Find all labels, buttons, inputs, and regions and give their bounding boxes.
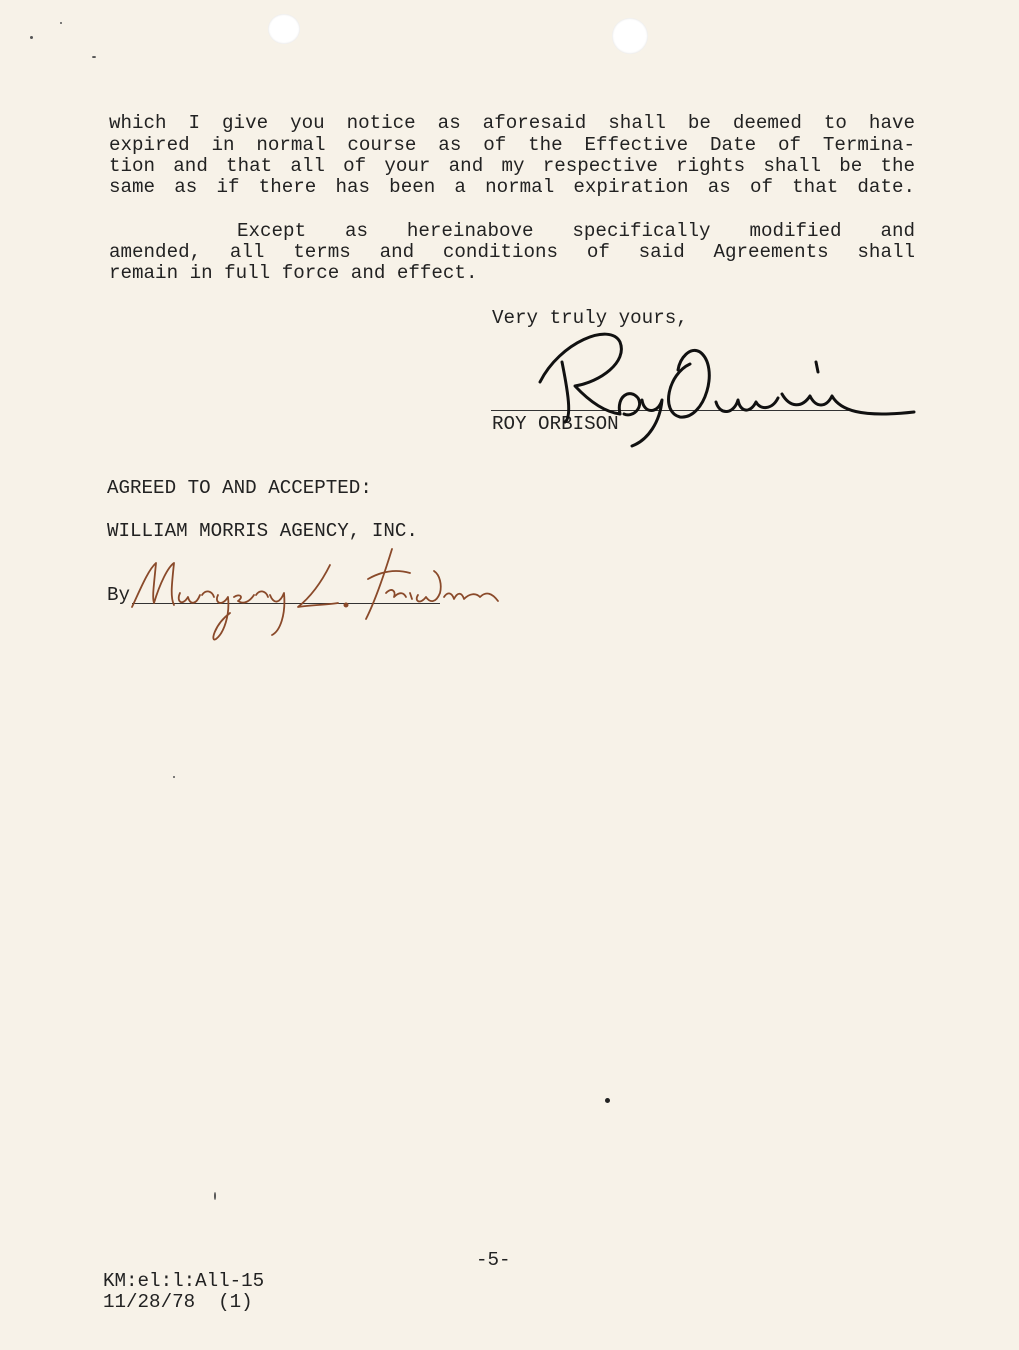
body-paragraph-1-line-1: which I give you notice as aforesaid shall be deemed to have [109, 112, 915, 134]
acceptance-heading: AGREED TO AND ACCEPTED: [107, 477, 372, 499]
page-number: -5- [476, 1249, 511, 1271]
punch-hole-right [612, 18, 648, 54]
paper-speck [214, 1192, 216, 1200]
paper-speck [60, 22, 62, 24]
date-code: 11/28/78 (1) [103, 1291, 253, 1313]
body-paragraph-2-line-3: remain in full force and effect. [109, 262, 478, 284]
body-paragraph-2-line-2: amended, all terms and conditions of said Agreements shall [109, 241, 915, 263]
punch-hole-left [268, 14, 300, 44]
body-paragraph-1-line-3: tion and that all of your and my respective rights shall be the [109, 155, 915, 177]
company-name: WILLIAM MORRIS AGENCY, INC. [107, 520, 418, 542]
paper-speck [173, 776, 175, 778]
paper-speck [605, 1098, 610, 1103]
body-paragraph-1-line-4: same as if there has been a normal expiration as of that date. [109, 176, 915, 198]
signer-name: ROY ORBISON [492, 413, 619, 435]
paper-speck [92, 56, 96, 58]
reference-code: KM:el:l:All-15 [103, 1270, 265, 1292]
signature-roy-orbison [520, 322, 920, 452]
valediction: Very truly yours, [492, 307, 688, 329]
signature-margery-friedman [130, 535, 510, 645]
by-label: By [107, 584, 131, 606]
paper-speck [30, 36, 33, 39]
body-paragraph-2-line-1: Except as hereinabove specifically modified and [237, 220, 915, 242]
body-paragraph-1-line-2: expired in normal course as of the Effective Date of Termina- [109, 134, 915, 156]
